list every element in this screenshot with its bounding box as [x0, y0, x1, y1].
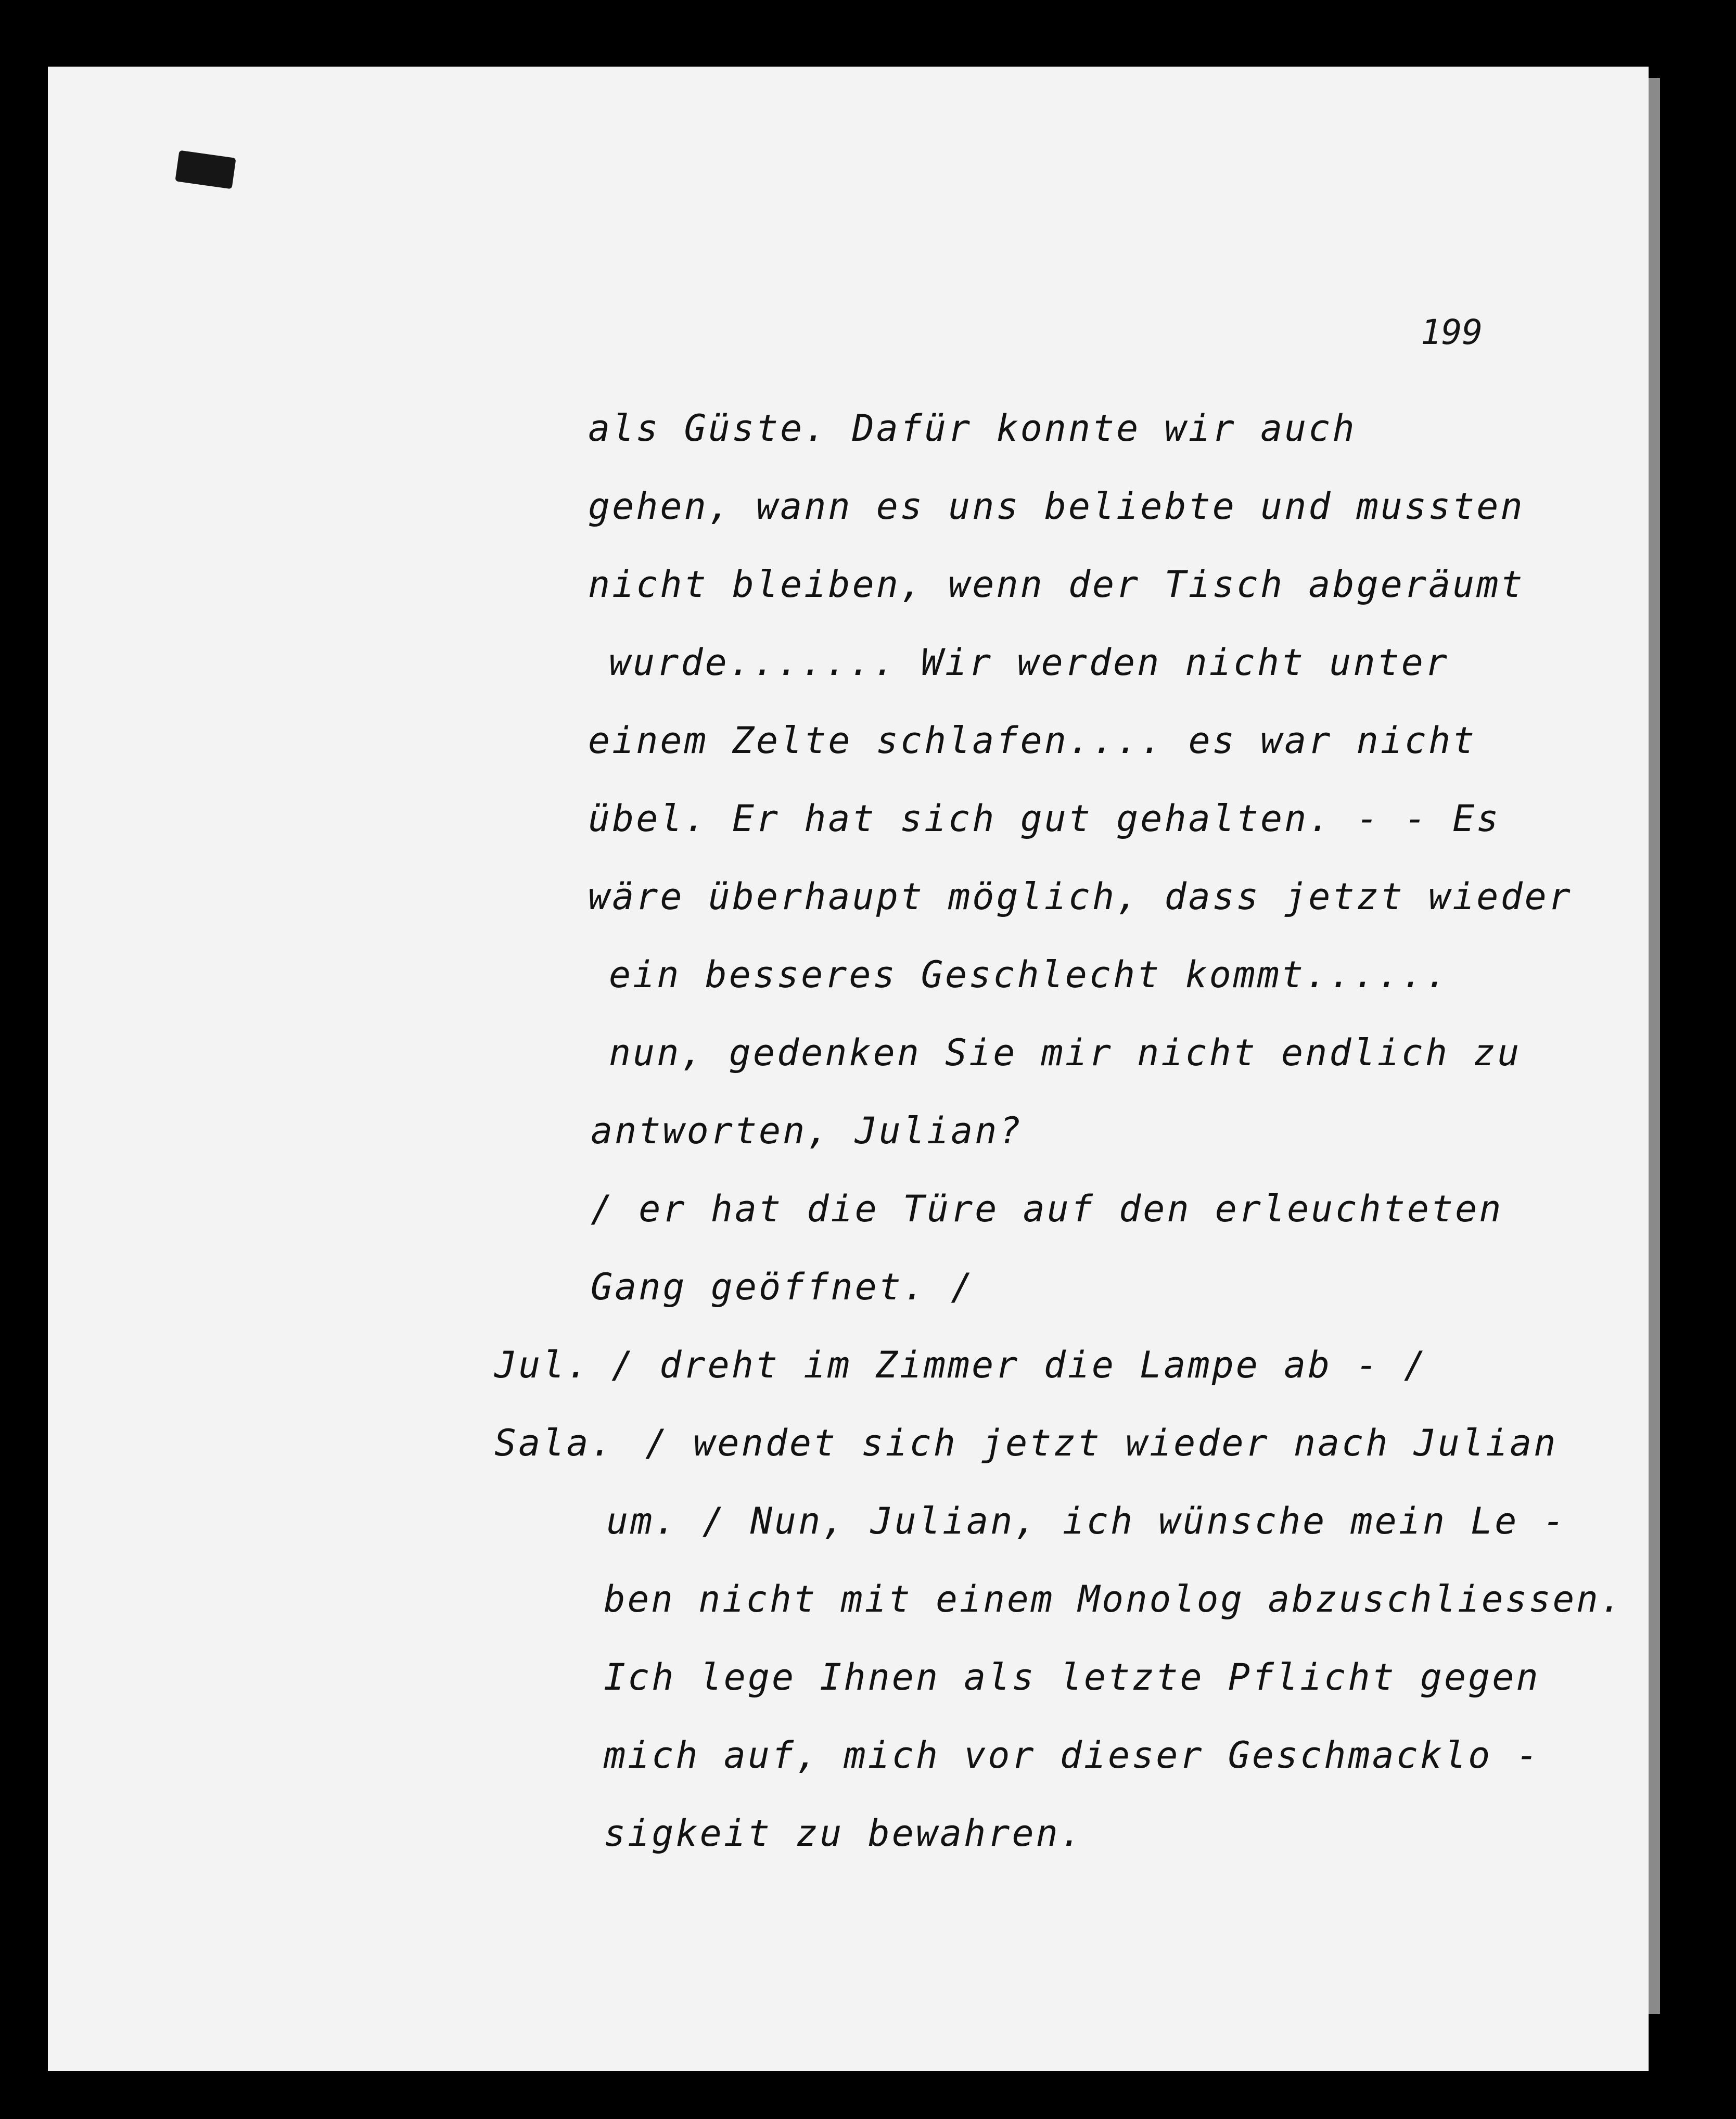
text-line: nicht bleiben, wenn der Tisch abgeräumt	[588, 563, 1525, 606]
stage-direction: / dreht im Zimmer die Lampe ab - /	[611, 1344, 1428, 1386]
text-line: Ich lege Ihnen als letzte Pflicht gegen	[604, 1656, 1540, 1699]
stage-direction: / wendet sich jetzt wieder nach Julian	[645, 1422, 1558, 1464]
text-line: sigkeit zu bewahren.	[604, 1812, 1084, 1855]
page-number: 199	[1421, 312, 1483, 352]
page-edge	[1649, 78, 1660, 2014]
text-line: ein besseres Geschlecht kommt......	[609, 953, 1450, 996]
text-line: wurde....... Wir werden nicht unter	[609, 641, 1450, 684]
text-line: übel. Er hat sich gut gehalten. - - Es	[588, 797, 1501, 840]
speaker-label: Jul.	[494, 1344, 591, 1386]
text-line: mich auf, mich vor dieser Geschmacklo -	[604, 1734, 1540, 1777]
text-line: nun, gedenken Sie mir nicht endlich zu	[609, 1031, 1522, 1074]
text-line: ben nicht mit einem Monolog abzuschliessen.	[604, 1578, 1624, 1620]
text-line: wäre überhaupt möglich, dass jetzt wieder	[588, 875, 1573, 918]
text-line: einem Zelte schlafen.... es war nicht	[588, 719, 1477, 762]
text-line: antworten, Julian?	[591, 1109, 1023, 1152]
speaker-label: Sala.	[494, 1422, 615, 1464]
text-line: als Güste. Dafür konnte wir auch	[588, 407, 1357, 450]
stage-direction: Gang geöffnet. /	[591, 1266, 975, 1308]
text-line: um. / Nun, Julian, ich wünsche mein Le -	[606, 1500, 1567, 1542]
text-line: gehen, wann es uns beliebte und mussten	[588, 485, 1525, 528]
stage-direction: / er hat die Türe auf den erleuchteten	[591, 1188, 1503, 1230]
